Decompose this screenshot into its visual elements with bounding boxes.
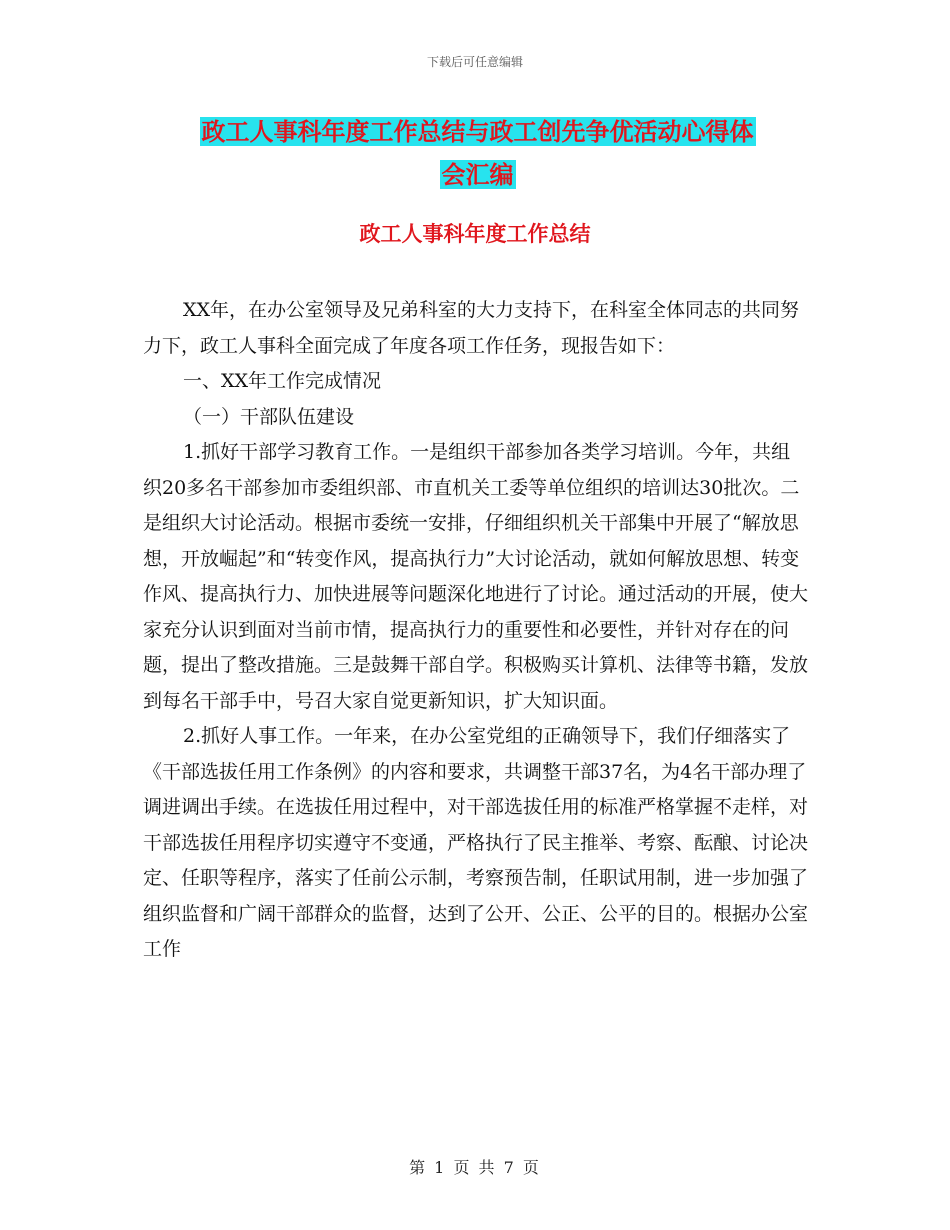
paragraph-cadre-education: 1.抓好干部学习教育工作。一是组织干部参加各类学习培训。今年，共组织20多名干部参加市委组织部、市直机关工委等单位组织的培训达30批次。二是组织大讨论活动。根据市委统一安排，仔细组织机关干部集中开展了“解放思想，开放崛起”和“转变作风，提高执行力”大讨论活动，就如何解放思想、转变作风、提高执行力、加快进展等问题深化地进行了讨论。通过活动的开展，使大家充分认识到面对当前市情，提高执行力的重要性和必要性，并针对存在的问题，提出了整改措施。三是鼓舞干部自学。积极购买计算机、法律等书籍，发放到每名干部手中，号召大家自觉更新知识，扩大知识面。 [143,441,809,712]
page-header: 下载后可任意编辑 [426,55,523,69]
document-body [143,293,808,968]
document-title [145,110,810,196]
heading-level-2: （一）干部队伍建设 [183,405,355,428]
title-line-2: 会汇编 [441,160,514,189]
heading-level-1: 一、XX年工作完成情况 [183,370,382,392]
page-footer: 第 1 页 共 7 页 [409,1158,541,1177]
paragraph-personnel-work: 2.抓好人事工作。一年来，在办公室党组的正确领导下，我们仔细落实了《干部选拔任用工作条例》的内容和要求，共调整干部37名，为4名干部办理了调进调出手续。在选拔任用过程中，对干部选拔任用的标准严格掌握不走样，对干部选拔任用程序切实遵守不变通，严格执行了民主推举、考察、酝酿、讨论决定、任职等程序，落实了任前公示制，考察预告制，任职试用制，进一步加强了组织监督和广阔干部群众的监督，达到了公开、公正、公平的目的。根据办公室工作 [143,725,809,960]
paragraph-intro: XX年，在办公室领导及兄弟科室的大力支持下，在科室全体同志的共同努力下，政工人事科全面完成了年度各项工作任务，现报告如下： [143,299,800,357]
section-title: 政工人事科年度工作总结 [359,221,591,246]
title-line-1: 政工人事科年度工作总结与政工创先争优活动心得体 [201,117,754,146]
